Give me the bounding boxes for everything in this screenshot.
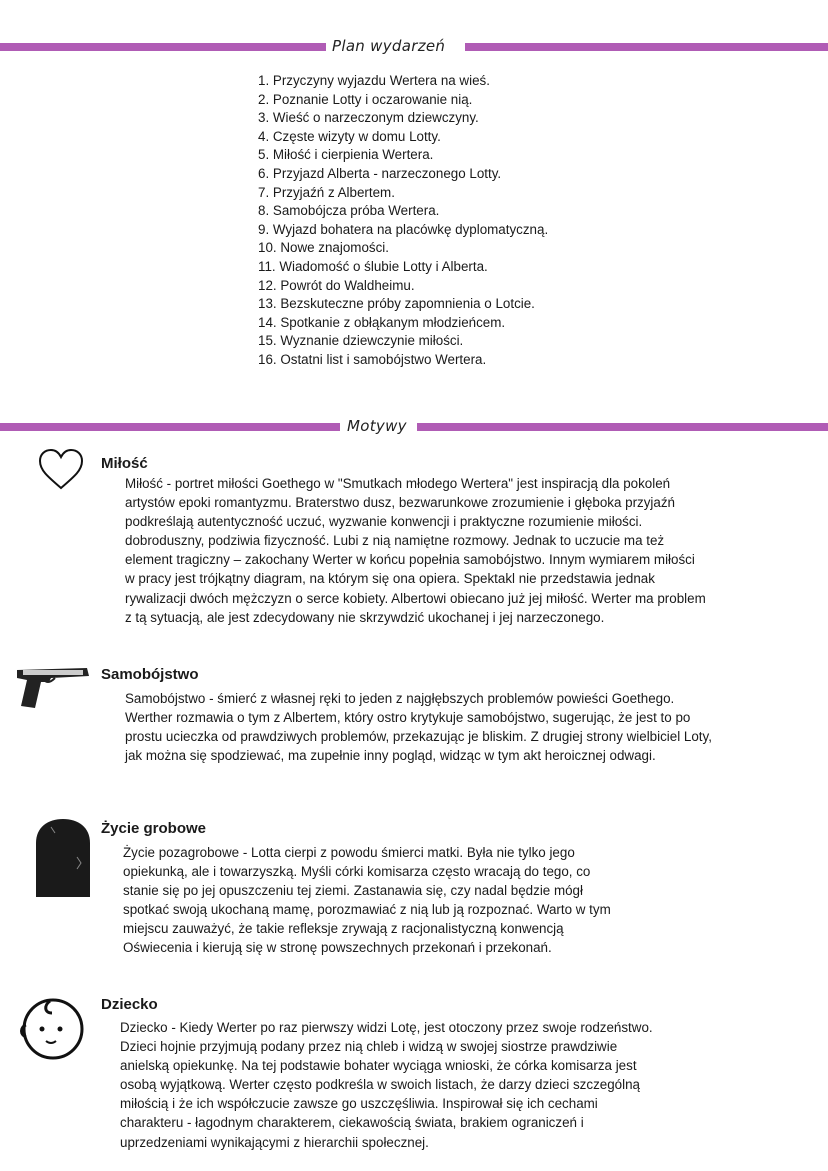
plan-item: 11. Wiadomość o ślubie Lotty i Alberta. xyxy=(258,258,488,274)
text-line: z tą sytuacją, ale jest zdecydowany nie skrzywdzić ukochanej i jej narzeczonego. xyxy=(125,609,605,625)
divider-bar xyxy=(0,423,340,431)
text-line: Miłość - portret miłości Goethego w "Smutkach młodego Wertera" jest inspiracją dla pokoleń xyxy=(125,476,671,491)
divider-bar xyxy=(0,43,326,51)
motif-text-dziecko xyxy=(120,1018,653,1152)
tombstone-icon xyxy=(33,817,93,897)
plan-item: 13. Bezskuteczne próby zapomnienia o Lotcie. xyxy=(258,296,535,312)
plan-title: Plan wydarzeń xyxy=(332,37,446,55)
plan-item: 7. Przyjaźń z Albertem. xyxy=(258,184,395,200)
heart-icon xyxy=(37,448,85,492)
text-line: Dzieci hojnie przyjmują podany przez nią chleb i widzą w swojej siostrze prawdziwie xyxy=(120,1039,618,1055)
text-line: Życie pozagrobowe - Lotta cierpi z powodu śmierci matki. Była nie tylko jego xyxy=(123,845,575,860)
plan-item: 8. Samobójcza próba Wertera. xyxy=(258,203,440,219)
plan-item: 1. Przyczyny wyjazdu Wertera na wieś. xyxy=(258,73,490,88)
plan-item: 4. Częste wizyty w domu Lotty. xyxy=(258,128,441,144)
motif-text-milosc xyxy=(125,474,706,627)
text-line: prostu ucieczka od prawdziwych problemów, przekazując je bliskim. Z drugiej strony wielbiciel Loty, xyxy=(125,729,712,745)
text-line: uprzedzeniami wynikającymi z hierarchii społecznej. xyxy=(120,1134,429,1150)
motif-title-milosc: Miłość xyxy=(101,455,148,472)
text-line: Werther rozmawia o tym z Albertem, który ostro krytykuje samobójstwo, sugerując, że jest to po xyxy=(125,710,691,726)
baby-face-icon xyxy=(20,995,86,1061)
plan-item: 5. Miłość i cierpienia Wertera. xyxy=(258,147,434,163)
text-line: Dziecko - Kiedy Werter po raz pierwszy widzi Lotę, jest otoczony przez swoje rodzeństwo. xyxy=(120,1020,653,1035)
text-line: opiekunką, ale i towarzyszką. Myśli córki komisarza często wracają do tego, co xyxy=(123,864,591,880)
text-line: osobą wyjątkową. Werter często podkreśla w swoich listach, że darzy dzieci szczególną xyxy=(120,1077,640,1093)
text-line: element tragiczny – zakochany Werter w końcu popełnia samobójstwo. Innym wymiarem miłości xyxy=(125,552,695,568)
plan-item: 2. Poznanie Lotty i oczarowanie nią. xyxy=(258,91,473,107)
plan-item: 16. Ostatni list i samobójstwo Wertera. xyxy=(258,351,487,367)
text-line: w pracy jest trójkątny diagram, na którym się ona opiera. Spektakl nie przedstawia jednak xyxy=(125,571,655,587)
motifs-title: Motywy xyxy=(347,417,407,435)
text-line: spotkać swoją ukochaną mamę, porozmawiać z nią lub ją rozpoznać. Warto w tym xyxy=(123,902,611,918)
divider-bar xyxy=(417,423,828,431)
text-line: artystów epoki romantyzmu. Braterstwo dusz, bezwarunkowe zrozumienie i głęboka przyjaźń xyxy=(125,495,675,511)
text-line: charakteru - łagodnym charakterem, ciekawością świata, brakiem ograniczeń i xyxy=(120,1115,584,1131)
motif-title-zycie-grobowe: Życie grobowe xyxy=(101,820,207,837)
plan-item: 9. Wyjazd bohatera na placówkę dyplomatyczną. xyxy=(258,221,549,237)
motif-title-samobojstwo: Samobójstwo xyxy=(101,666,199,683)
text-line: rywalizacji dwóch mężczyzn o serce kobiety. Albertowi obiecano już jej miłość. Werter ma problem xyxy=(125,590,706,606)
motif-title-dziecko: Dziecko xyxy=(101,996,158,1013)
plan-item: 15. Wyznanie dziewczynie miłości. xyxy=(258,333,464,349)
plan-item: 14. Spotkanie z obłąkanym młodzieńcem. xyxy=(258,314,506,330)
motif-text-zycie-grobowe xyxy=(123,843,611,958)
plan-item: 12. Powrót do Waldheimu. xyxy=(258,277,415,293)
text-line: miejscu zauważyć, że takie refleksje zrywają z racjonalistyczną konwencją xyxy=(123,921,564,937)
plan-item: 6. Przyjazd Alberta - narzeczonego Lotty. xyxy=(258,165,502,181)
text-line: dobroduszny, podziwia fizyczność. Lubi z nią namiętne rozmowy. Jednak to uczucie ma też xyxy=(125,533,665,549)
pistol-icon xyxy=(15,664,91,710)
text-line: Oświecenia i kierują się w stronę powszechnych przekonań i przekonań. xyxy=(123,940,552,956)
plan-item: 3. Wieść o narzeczonym dziewczyny. xyxy=(258,110,479,126)
motif-text-samobojstwo xyxy=(125,689,712,765)
divider-bar xyxy=(465,43,828,51)
text-line: miłością i że ich współczucie zawsze go uszczęśliwia. Inspirował się ich cechami xyxy=(120,1096,598,1112)
plan-list xyxy=(258,72,548,370)
text-line: anielską opiekunkę. Na tej podstawie bohater wyciąga wnioski, że córka komisarza jest xyxy=(120,1058,637,1074)
text-line: Samobójstwo - śmierć z własnej ręki to jeden z najgłębszych problemów powieści Goethego. xyxy=(125,691,675,706)
text-line: stanie się po jej opuszczeniu tej ziemi. Zastanawia się, czy nadal będzie mógł xyxy=(123,883,583,899)
text-line: podkreślają autentyczność uczuć, wyzwanie konwencji i praktyczne rozumienie miłości. xyxy=(125,514,643,530)
text-line: jak można się spodziewać, ma zupełnie inny pogląd, widząc w tym akt heroicznej odwagi. xyxy=(125,748,656,764)
plan-item: 10. Nowe znajomości. xyxy=(258,240,389,256)
